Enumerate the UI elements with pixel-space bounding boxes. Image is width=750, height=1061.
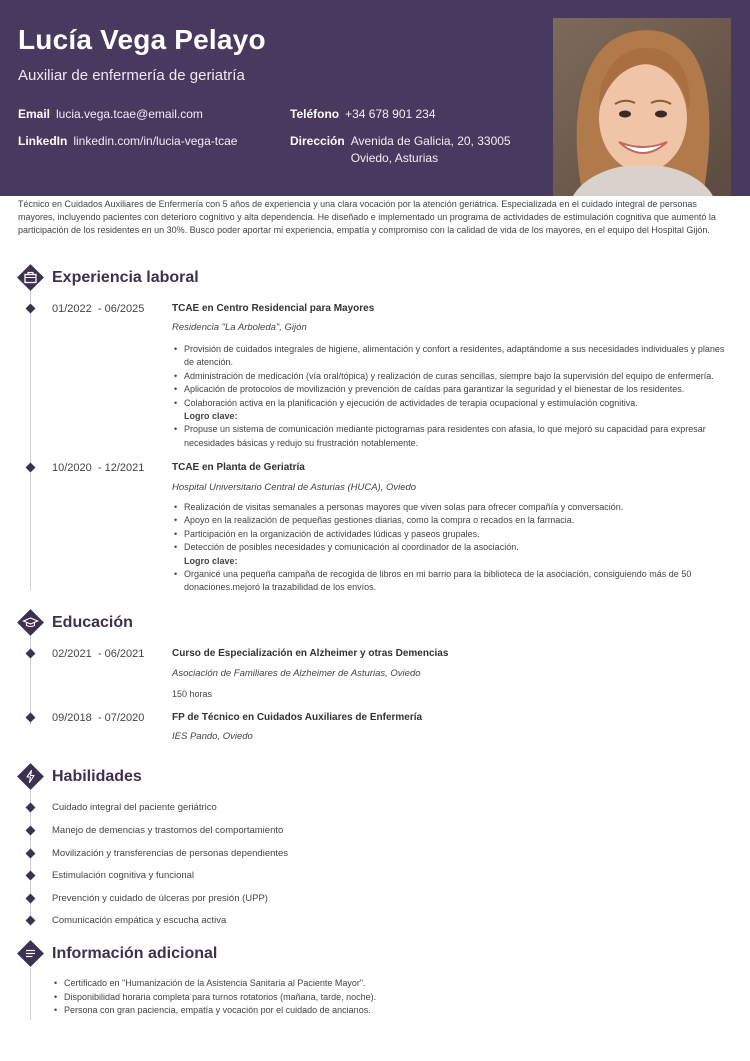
additional-info-list (52, 977, 732, 1018)
job-dates: 01/2022 - 06/2025 (52, 303, 145, 315)
section-title-education: Educación (52, 614, 133, 631)
education-institution: Asociación de Familiares de Alzheimer de Asturias, Oviedo (172, 668, 421, 679)
linkedin-value[interactable]: linkedin.com/in/lucia-vega-tcae (73, 134, 238, 148)
timeline-marker (26, 713, 36, 723)
education-title: FP de Técnico en Cuidados Auxiliares de Enfermería (172, 712, 423, 723)
list-item: • Detección de posibles necesidades y comunicación al coordinador de la asociación. (172, 541, 734, 554)
skill-marker (26, 849, 36, 859)
skill-item: Manejo de demencias y trastornos del comportamiento (52, 825, 284, 836)
candidate-role: Auxiliar de enfermería de geriatría (18, 67, 245, 84)
skill-item: Estimulación cognitiva y funcional (52, 870, 195, 881)
section-title-skills: Habilidades (52, 768, 142, 785)
linkedin-label: LinkedIn (18, 134, 68, 148)
skill-marker (26, 803, 36, 813)
timeline-marker (26, 304, 36, 314)
list-item: • Aplicación de protocolos de movilización y prevención de caídas para garantizar la seguridad y el bienestar de los residentes. (172, 383, 734, 396)
job-dates: 10/2020 - 12/2021 (52, 462, 145, 474)
list-item: • Provisión de cuidados integrales de higiene, alimentación y confort a residentes, adaptándome a sus necesidades individuales y planes de atención. (172, 343, 734, 370)
skill-item: Comunicación empática y escucha activa (52, 915, 227, 926)
skill-marker (26, 916, 36, 926)
job-responsibilities (172, 343, 734, 450)
list-item: • Propuse un sistema de comunicación mediante pictogramas para residentes con afasia, lo que mejoró su capacidad para expresar necesidades básicas y redujo su frustración notablemente. (172, 423, 734, 450)
list-item: • Administración de medicación (vía oral/tópica) y realización de curas sencillas, siempre bajo la supervisión del equipo de enfermería. (172, 370, 734, 383)
list-item: • Apoyo en la realización de pequeñas gestiones diarias, como la compra o recados en la farmacia. (172, 514, 734, 527)
list-item: • Organicé una pequeña campaña de recogida de libros en mi barrio para la biblioteca de la asociación, consiguiendo más de 50 donaciones.mejoró la trazabilidad de los envíos. (172, 568, 734, 595)
timeline-line (30, 290, 31, 590)
education-title: Curso de Especialización en Alzheimer y otras Demencias (172, 648, 449, 659)
key-achievement-label: Logro clave: (184, 411, 238, 422)
education-dates: 09/2018 - 07/2020 (52, 712, 145, 724)
skill-item: Prevención y cuidado de úlceras por presión (UPP) (52, 893, 268, 904)
section-title-additional: Información adicional (52, 945, 218, 962)
skill-marker (26, 894, 36, 904)
contact-phone (290, 106, 436, 123)
list-item: • Certificado en "Humanización de la Asistencia Sanitaria al Paciente Mayor". (52, 977, 732, 991)
key-achievement-label: Logro clave: (184, 555, 238, 566)
contact-linkedin (18, 133, 237, 150)
education-institution: IES Pando, Oviedo (172, 731, 253, 742)
lightning-icon (17, 763, 44, 790)
contact-email (18, 106, 203, 123)
address-label: Dirección (290, 134, 345, 148)
phone-label: Teléfono (290, 107, 340, 121)
portrait-illustration (553, 18, 731, 196)
email-label: Email (18, 107, 51, 121)
skill-item: Movilización y transferencias de personas dependientes (52, 848, 289, 859)
section-title-experience: Experiencia laboral (52, 269, 199, 286)
contact-address (290, 133, 550, 167)
address-value: Avenida de Galicia, 20, 33005 Oviedo, Asturias (350, 134, 511, 165)
job-organization: Residencia "La Arboleda", Gijón (172, 322, 307, 333)
education-dates: 02/2021 - 06/2021 (52, 648, 145, 660)
email-value[interactable]: lucia.vega.tcae@email.com (56, 107, 203, 121)
list-item: • Disponibilidad horaria completa para turnos rotatorios (mañana, tarde, noche). (52, 991, 732, 1005)
lines-icon (17, 940, 44, 967)
graduation-cap-icon (17, 609, 44, 636)
job-title: TCAE en Planta de Geriatría (172, 462, 305, 473)
resume-header (0, 0, 750, 196)
phone-value: +34 678 901 234 (345, 107, 436, 121)
profile-summary: Técnico en Cuidados Auxiliares de Enfermería con 5 años de experiencia y una clara vocación por la atención geriátrica. Especializada en el cuidado integral de personas mayores, incluyendo pacientes con deterioro cognitivo y alta dependencia. He diseñado e implementado un programa de actividades de estimulación cognitiva que aumentó la participación de los residentes en un 30%. Busco poder aportar mi experiencia, empatía y compromiso con la calidad de vida de los mayores, en el equipo del Hospital Gijón. (18, 199, 716, 236)
list-item: • Persona con gran paciencia, empatía y vocación por el cuidado de ancianos. (52, 1004, 732, 1018)
timeline-marker (26, 463, 36, 473)
timeline-line (30, 968, 31, 1020)
profile-photo (553, 18, 731, 196)
job-responsibilities (172, 501, 734, 595)
briefcase-icon (17, 264, 44, 291)
skill-item: Cuidado integral del paciente geriátrico (52, 802, 217, 813)
timeline-marker (26, 649, 36, 659)
list-item: • Colaboración activa en la planificación y ejecución de actividades de terapia ocupacional y estimulación cognitiva. (172, 397, 734, 410)
candidate-name: Lucía Vega Pelayo (18, 24, 266, 55)
education-hours: 150 horas (172, 689, 213, 699)
job-organization: Hospital Universitario Central de Asturias (HUCA), Oviedo (172, 482, 417, 493)
list-item: • Realización de visitas semanales a personas mayores que viven solas para ofrecer compañía y conversación. (172, 501, 734, 514)
skill-marker (26, 826, 36, 836)
list-item: • Participación en la organización de actividades lúdicas y paseos grupales. (172, 528, 734, 541)
skill-marker (26, 871, 36, 881)
job-title: TCAE en Centro Residencial para Mayores (172, 303, 375, 314)
